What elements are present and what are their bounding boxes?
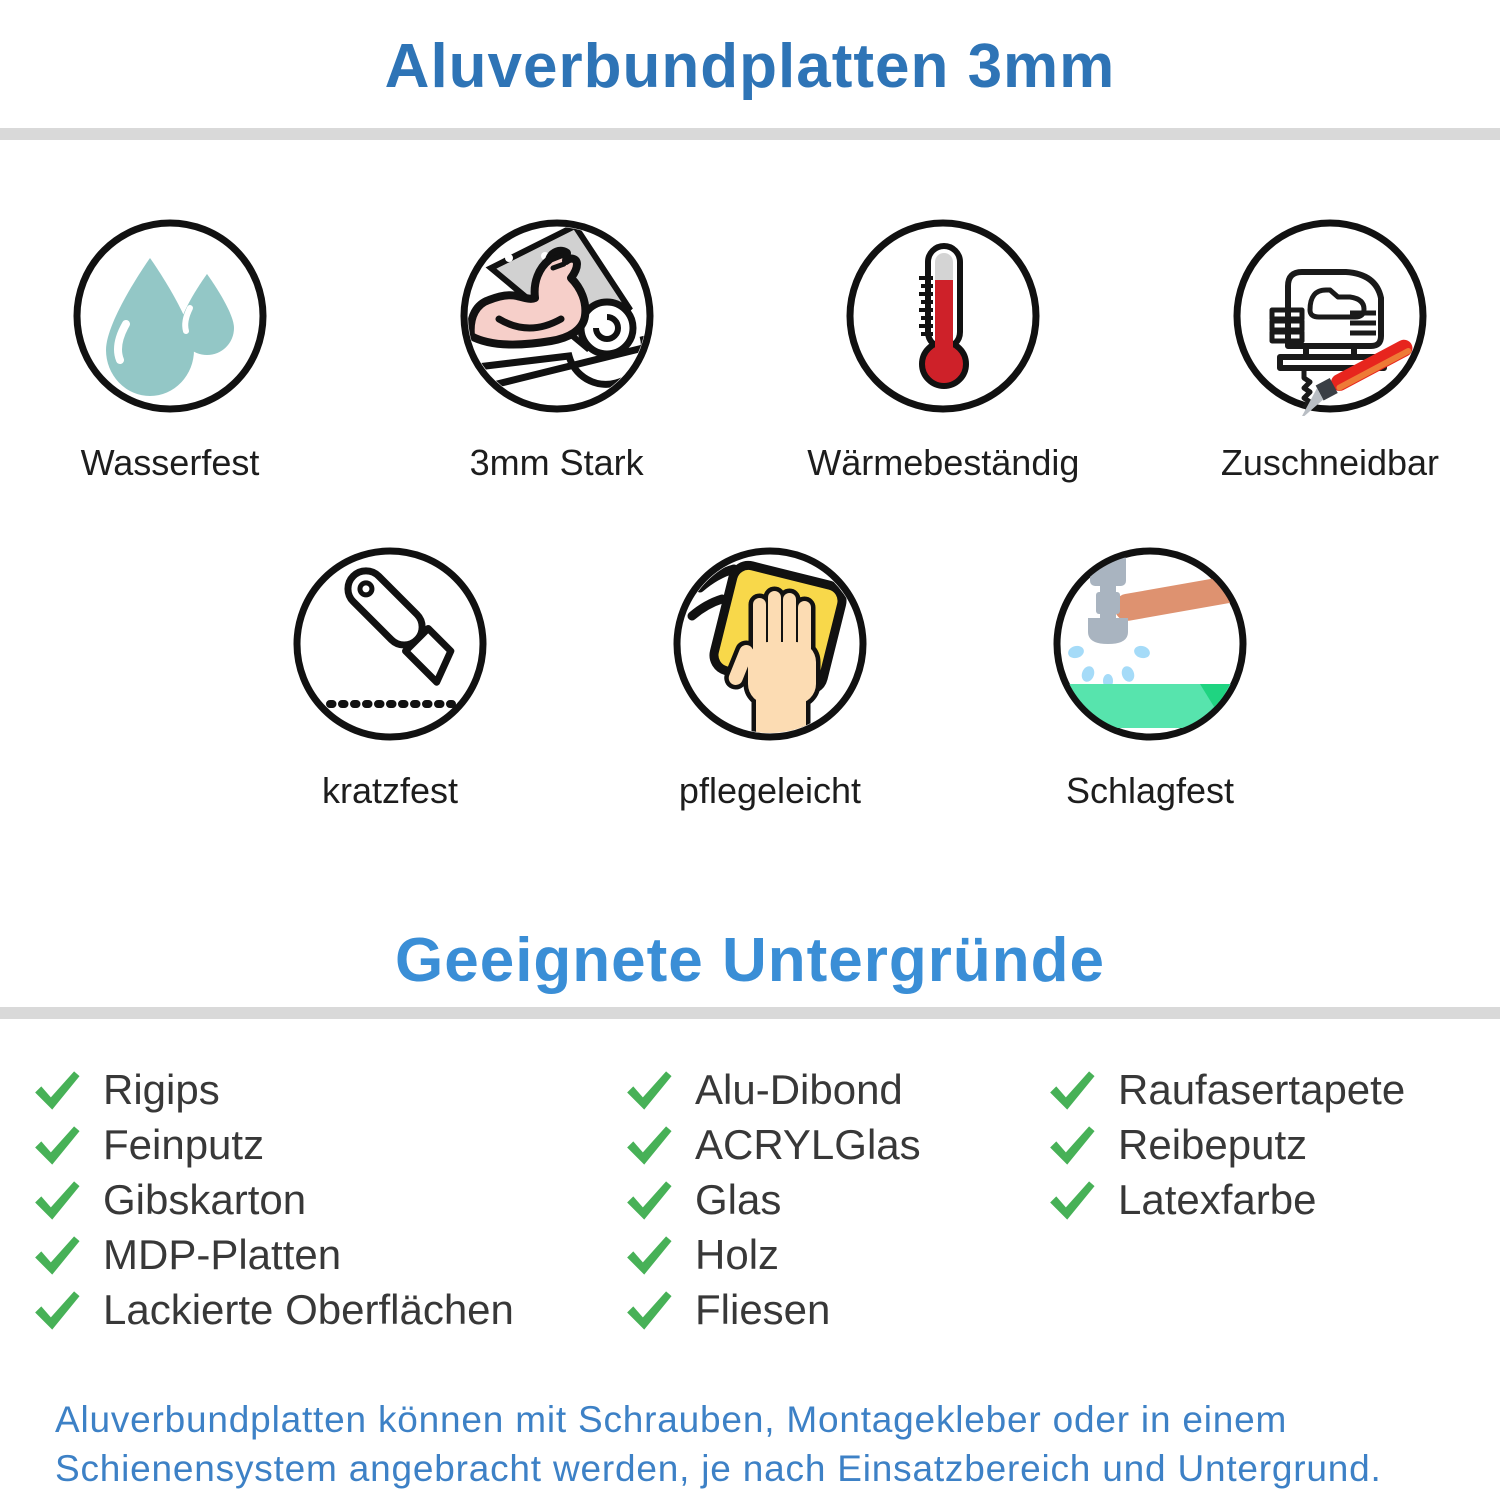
- list-item-label: Glas: [695, 1176, 782, 1224]
- list-item: [625, 1228, 1048, 1283]
- check-icon: [33, 1125, 81, 1166]
- mounting-note-line1: Aluverbundplatten können mit Schrauben, Montagekleber oder in einem: [55, 1398, 1288, 1440]
- feature-row-1: [0, 216, 1500, 484]
- substrates-column-2: [625, 1063, 1048, 1338]
- cleaning-hand-icon: [670, 544, 870, 744]
- feature-label: Wärmebeständig: [807, 442, 1080, 484]
- list-item-label: Alu-Dibond: [695, 1066, 903, 1114]
- list-item: [625, 1173, 1048, 1228]
- list-item-label: Latexfarbe: [1118, 1176, 1317, 1224]
- muscle-arm-icon: [457, 216, 657, 416]
- thermometer-icon: [843, 216, 1043, 416]
- divider-bar: [0, 128, 1500, 140]
- check-icon: [33, 1290, 81, 1331]
- check-icon: [33, 1235, 81, 1276]
- feature-label: Schlagfest: [1065, 770, 1235, 812]
- list-item: [625, 1063, 1048, 1118]
- check-icon: [625, 1070, 673, 1111]
- list-item-label: Reibeputz: [1118, 1121, 1308, 1169]
- list-item: [33, 1173, 625, 1228]
- list-item: [33, 1283, 625, 1338]
- check-icon: [625, 1125, 673, 1166]
- feature-3mm-stark: [417, 216, 697, 484]
- substrates-column-3: [1048, 1063, 1468, 1338]
- substrates-column-1: [33, 1063, 625, 1338]
- list-item-label: Lackierte Oberflächen: [103, 1286, 514, 1334]
- list-item: [33, 1118, 625, 1173]
- utility-knife-icon: [290, 544, 490, 744]
- check-icon: [1048, 1180, 1096, 1221]
- list-item: [33, 1063, 625, 1118]
- list-item: [625, 1118, 1048, 1173]
- check-icon: [33, 1180, 81, 1221]
- list-item-label: Raufasertapete: [1118, 1066, 1406, 1114]
- feature-waermebestaendig: [803, 216, 1083, 484]
- list-item: [33, 1228, 625, 1283]
- feature-label: Wasserfest: [80, 442, 260, 484]
- list-item-label: Holz: [695, 1231, 780, 1279]
- list-item: [1048, 1118, 1468, 1173]
- list-item-label: Fliesen: [695, 1286, 831, 1334]
- page-title: Aluverbundplatten 3mm: [384, 32, 1116, 101]
- check-icon: [625, 1180, 673, 1221]
- check-icon: [1048, 1070, 1096, 1111]
- mounting-note: [0, 1396, 1500, 1494]
- substrates-title: Geeignete Untergründe: [395, 926, 1105, 996]
- feature-label: Zuschneidbar: [1220, 442, 1440, 484]
- list-item-label: MDP-Platten: [103, 1231, 342, 1279]
- feature-pflegeleicht: [630, 544, 910, 812]
- list-item-label: ACRYLGlas: [695, 1121, 921, 1169]
- feature-row-2: [250, 544, 1290, 812]
- list-item-label: Rigips: [103, 1066, 220, 1114]
- feature-zuschneidbar: [1190, 216, 1470, 484]
- list-item: [1048, 1173, 1468, 1228]
- hammer-impact-icon: [1050, 544, 1250, 744]
- feature-label: pflegeleicht: [678, 770, 862, 812]
- feature-schlagfest: [1010, 544, 1290, 812]
- jigsaw-cutter-icon: [1230, 216, 1430, 416]
- check-icon: [1048, 1125, 1096, 1166]
- check-icon: [625, 1235, 673, 1276]
- feature-wasserfest: [30, 216, 310, 484]
- list-item: [1048, 1063, 1468, 1118]
- list-item: [625, 1283, 1048, 1338]
- water-drops-icon: [70, 216, 270, 416]
- check-icon: [625, 1290, 673, 1331]
- substrates-list: [0, 1063, 1500, 1338]
- list-item-label: Gibskarton: [103, 1176, 307, 1224]
- feature-kratzfest: [250, 544, 530, 812]
- divider-bar: [0, 1007, 1500, 1019]
- check-icon: [33, 1070, 81, 1111]
- feature-label: kratzfest: [321, 770, 459, 812]
- feature-label: 3mm Stark: [469, 442, 644, 484]
- mounting-note-line2: Schienensystem angebracht werden, je nach Einsatzbereich und Untergrund.: [55, 1447, 1382, 1489]
- list-item-label: Feinputz: [103, 1121, 265, 1169]
